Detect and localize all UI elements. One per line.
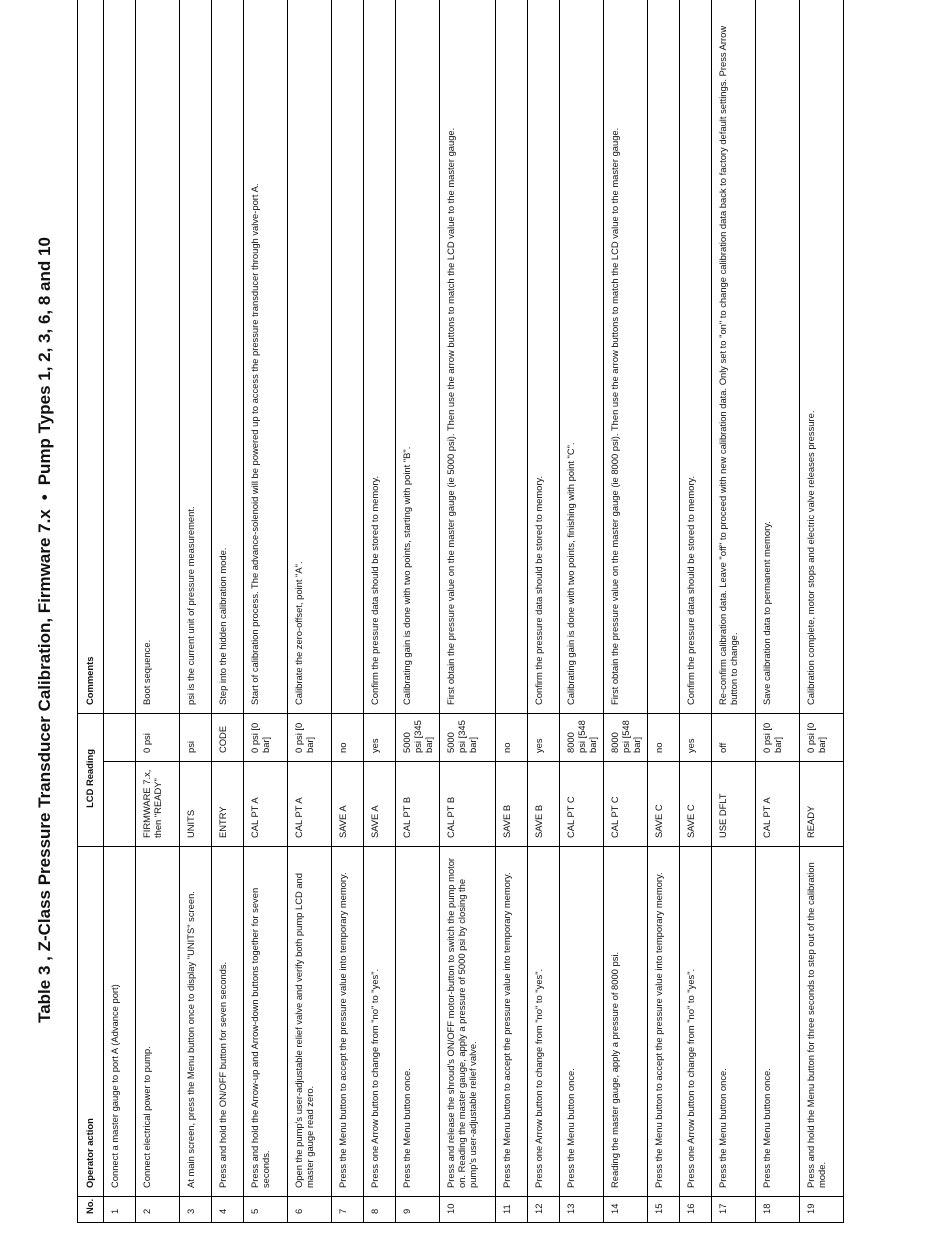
operator-action-cell: Press one Arrow button to change from "no" to "yes". [527, 847, 559, 1197]
table-row [243, 0, 287, 1223]
comment-cell: Step into the hidden calibration mode. [211, 0, 243, 713]
table-row [211, 0, 243, 1223]
lcd-value-cell: 5000 psi [345 bar] [395, 713, 439, 761]
operator-action-cell: Press one Arrow button to change from "no" to "yes". [363, 847, 395, 1197]
comment-cell [495, 0, 527, 713]
operator-action-cell: Press the Menu button to accept the pressure value into temporary memory. [331, 847, 363, 1197]
lcd-value-cell: off [711, 713, 755, 761]
step-number-cell: 14 [603, 1197, 647, 1223]
title-separator: • [35, 494, 54, 501]
table-row [179, 0, 211, 1223]
step-number-cell: 18 [755, 1197, 799, 1223]
step-number-cell: 19 [799, 1197, 843, 1223]
table-row [135, 0, 179, 1223]
step-number-cell: 1 [103, 1197, 135, 1223]
lcd-value-cell: 0 psi [135, 713, 179, 761]
step-number-cell: 15 [647, 1197, 679, 1223]
header-no: No. [78, 1197, 104, 1223]
step-number-cell: 10 [439, 1197, 495, 1223]
step-number-cell: 2 [135, 1197, 179, 1223]
lcd-value-cell: no [495, 713, 527, 761]
operator-action-cell: Press the Menu button once. [559, 847, 603, 1197]
comment-cell: Confirm the pressure data should be stored to memory. [527, 0, 559, 713]
table-row [495, 0, 527, 1223]
lcd-value-cell: yes [363, 713, 395, 761]
lcd-value-cell: no [331, 713, 363, 761]
lcd-display-cell: SAVE C [647, 762, 679, 847]
lcd-display-cell: UNITS [179, 762, 211, 847]
lcd-display-cell: FIRMWARE 7.x, then "READY" [135, 762, 179, 847]
header-comments: Comments [78, 0, 104, 713]
header-row [78, 0, 104, 1223]
operator-action-cell: Connect electrical power to pump. [135, 847, 179, 1197]
operator-action-cell: Open the pump's user-adjustable relief valve and verify both pump LCD and master gauge read zero. [287, 847, 331, 1197]
comment-cell: Confirm the pressure data should be stored to memory. [363, 0, 395, 713]
step-number-cell: 3 [179, 1197, 211, 1223]
lcd-display-cell: CAL PT B [395, 762, 439, 847]
step-number-cell: 16 [679, 1197, 711, 1223]
operator-action-cell: Press the Menu button once. [395, 847, 439, 1197]
operator-action-cell: Press and hold the ON/OFF button for seven seconds. [211, 847, 243, 1197]
step-number-cell: 11 [495, 1197, 527, 1223]
table-body [103, 0, 843, 1223]
table-row [647, 0, 679, 1223]
comment-cell: Calibrating gain is done with two points, finishing with point "C". [559, 0, 603, 713]
lcd-value-cell: CODE [211, 713, 243, 761]
comment-cell: Save calibration data to permanent memory. [755, 0, 799, 713]
lcd-display-cell: SAVE B [527, 762, 559, 847]
lcd-display-cell: READY [799, 762, 843, 847]
title-pump-types: Pump Types 1, 2, 3, 6, 8 and 10 [35, 237, 54, 486]
calibration-table [77, 0, 844, 1223]
lcd-display-cell [103, 762, 135, 847]
lcd-value-cell: yes [527, 713, 559, 761]
lcd-value-cell: psi [179, 713, 211, 761]
lcd-display-cell: CAL PT B [439, 762, 495, 847]
step-number-cell: 13 [559, 1197, 603, 1223]
table-row [711, 0, 755, 1223]
lcd-display-cell: USE DFLT [711, 762, 755, 847]
lcd-display-cell: SAVE A [363, 762, 395, 847]
lcd-value-cell: 0 psi [0 bar] [799, 713, 843, 761]
table-row [363, 0, 395, 1223]
lcd-value-cell: 8000 psi [548 bar] [559, 713, 603, 761]
comment-cell: Calibrate the zero-offset, point "A". [287, 0, 331, 713]
step-number-cell: 4 [211, 1197, 243, 1223]
operator-action-cell: Connect a master gauge to port A (Advance port) [103, 847, 135, 1197]
lcd-display-cell: CAL PT A [243, 762, 287, 847]
operator-action-cell: Press and hold the Menu button for three seconds to step out of the calibration mode. [799, 847, 843, 1197]
header-lcd-reading: LCD Reading [78, 713, 104, 846]
comment-cell: psi is the current unit of pressure measurement. [179, 0, 211, 713]
table-row [439, 0, 495, 1223]
lcd-display-cell: SAVE A [331, 762, 363, 847]
lcd-display-cell: SAVE B [495, 762, 527, 847]
operator-action-cell: Press the Menu button once. [755, 847, 799, 1197]
step-number-cell: 7 [331, 1197, 363, 1223]
lcd-value-cell: yes [679, 713, 711, 761]
comment-cell: Boot sequence. [135, 0, 179, 713]
table-row [103, 0, 135, 1223]
lcd-display-cell: CAL PT C [559, 762, 603, 847]
table-row [331, 0, 363, 1223]
operator-action-cell: Press the Menu button to accept the pressure value into temporary memory. [495, 847, 527, 1197]
operator-action-cell: Press and release the shroud's ON/OFF motor-button to switch the pump motor on. Reading the master gauge, apply a pressure of 5000 psi by closing the pump's user-adjustable relief valve. [439, 847, 495, 1197]
comment-cell [331, 0, 363, 713]
operator-action-cell: At main screen, press the Menu button once to display "UNITS" screen. [179, 847, 211, 1197]
comment-cell [647, 0, 679, 713]
lcd-display-cell: SAVE C [679, 762, 711, 847]
lcd-display-cell: CAL PT C [603, 762, 647, 847]
operator-action-cell: Press and hold the Arrow-up and Arrow-down buttons together for seven seconds. [243, 847, 287, 1197]
table-title [35, 0, 55, 1260]
operator-action-cell: Press one Arrow button to change from "no" to "yes". [679, 847, 711, 1197]
comment-cell: First obtain the pressure value on the master gauge (ie 5000 psi). Then use the arrow buttons to match the LCD value to the master gauge. [439, 0, 495, 713]
table-row [395, 0, 439, 1223]
operator-action-cell: Press the Menu button to accept the pressure value into temporary memory. [647, 847, 679, 1197]
lcd-display-cell: CAL PT A [755, 762, 799, 847]
table-row [755, 0, 799, 1223]
step-number-cell: 6 [287, 1197, 331, 1223]
table-row [527, 0, 559, 1223]
title-main: Table 3 , Z-Class Pressure Transducer Calibration, Firmware 7.x [35, 509, 54, 1023]
comment-cell: Confirm the pressure data should be stored to memory. [679, 0, 711, 713]
step-number-cell: 9 [395, 1197, 439, 1223]
operator-action-cell: Reading the master gauge, apply a pressure of 8000 psi. [603, 847, 647, 1197]
table-row [287, 0, 331, 1223]
lcd-value-cell: 0 psi [0 bar] [243, 713, 287, 761]
lcd-display-cell: CAL PT A [287, 762, 331, 847]
lcd-display-cell: ENTRY [211, 762, 243, 847]
table-row [603, 0, 647, 1223]
operator-action-cell: Press the Menu button once. [711, 847, 755, 1197]
table-row [799, 0, 843, 1223]
step-number-cell: 5 [243, 1197, 287, 1223]
lcd-value-cell: 8000 psi [548 bar] [603, 713, 647, 761]
lcd-value-cell: 0 psi [0 bar] [287, 713, 331, 761]
comment-cell: Start of calibration process. The advance-solenoid will be powered up to access the pressure transducer through valve-port A. [243, 0, 287, 713]
comment-cell: Calibration complete, motor stops and electric valve releases pressure. [799, 0, 843, 713]
lcd-value-cell: no [647, 713, 679, 761]
table-row [559, 0, 603, 1223]
comment-cell: First obtain the pressure value on the master gauge (ie 8000 psi). Then use the arrow buttons to match the LCD value to the master gauge. [603, 0, 647, 713]
comment-cell: Re-confirm calibration data. Leave "off" to proceed with new calibration data. Only set to "on" to change calibration data back to factory default settings. Press Arrow button to change. [711, 0, 755, 713]
comment-cell: Calibrating gain is done with two points, starting with point "B". [395, 0, 439, 713]
lcd-value-cell: 5000 psi [345 bar] [439, 713, 495, 761]
step-number-cell: 12 [527, 1197, 559, 1223]
comment-cell [103, 0, 135, 713]
lcd-value-cell: 0 psi [0 bar] [755, 713, 799, 761]
lcd-value-cell [103, 713, 135, 761]
step-number-cell: 17 [711, 1197, 755, 1223]
table-row [679, 0, 711, 1223]
step-number-cell: 8 [363, 1197, 395, 1223]
header-operator-action: Operator action [78, 847, 104, 1197]
